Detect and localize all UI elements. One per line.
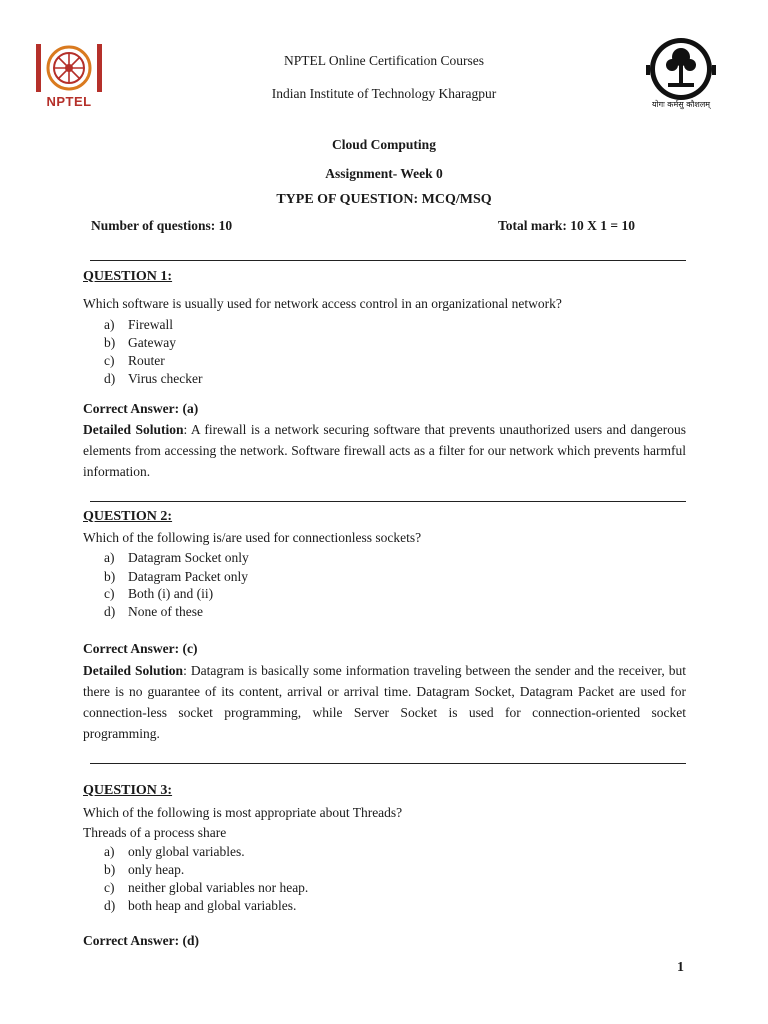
- number-of-questions-value: : 10: [210, 218, 233, 233]
- question-1-title: QUESTION 1:: [83, 269, 173, 284]
- header-line-2: Indian Institute of Technology Kharagpur: [271, 86, 497, 101]
- total-mark: Total mark: 10 X 1 = 10: [498, 218, 635, 233]
- question-3-title: QUESTION 3:: [83, 783, 173, 798]
- question-2-text: Which of the following is/are used for connectionless sockets?: [83, 530, 422, 545]
- question-2-option-d: d) None of these: [104, 604, 203, 619]
- question-3-subtext: Threads of a process share: [83, 825, 227, 840]
- question-1-option-d: d) Virus checker: [104, 371, 203, 386]
- question-2-option-a: a) Datagram Socket only: [104, 550, 249, 565]
- question-1-option-a: a) Firewall: [104, 317, 173, 332]
- divider-q2: [90, 763, 686, 764]
- nptel-logo-text: NPTEL: [46, 94, 92, 109]
- question-3-option-d: d) both heap and global variables.: [104, 898, 297, 913]
- question-1-option-b: b) Gateway: [104, 335, 176, 350]
- question-2-answer: Correct Answer: (c): [83, 641, 198, 656]
- question-2-option-b: b) Datagram Packet only: [104, 569, 248, 584]
- question-2-solution: Detailed Solution: Datagram is basically some information traveling between the sender and the receiver, but there is no guarantee of its content, arrival or arrival time. Datagram Socket, Datagram Packet are used for connection-less socket programming, while Server Socket is used for connection-oriented socket programming.: [83, 663, 687, 741]
- question-type: TYPE OF QUESTION: MCQ/MSQ: [276, 192, 492, 207]
- question-2-title: QUESTION 2:: [83, 509, 173, 524]
- question-3-text: Which of the following is most appropriate about Threads?: [83, 805, 403, 820]
- divider-header: [90, 260, 686, 261]
- page-number: 1: [677, 960, 684, 975]
- question-1-text: Which software is usually used for network access control in an organizational network?: [83, 296, 562, 311]
- course-title: Cloud Computing: [332, 137, 436, 152]
- header-line-1: NPTEL Online Certification Courses: [283, 53, 485, 68]
- number-of-questions-label: Number of questions: [91, 218, 211, 233]
- question-1-solution: Detailed Solution: A firewall is a network securing software that prevents unauthorized users and dangerous elements from accessing the network. Software firewall acts as a filter for our network which prevents harmful information.: [83, 422, 686, 479]
- question-2-option-c: c) Both (i) and (ii): [104, 586, 214, 601]
- question-1-answer: Correct Answer: (a): [83, 401, 199, 416]
- divider-q1: [90, 501, 686, 502]
- iit-kharagpur-logo: [644, 35, 718, 115]
- question-1-option-c: c) Router: [104, 353, 165, 368]
- assignment-title: Assignment- Week 0: [325, 166, 443, 181]
- question-3-option-b: b) only heap.: [104, 862, 185, 877]
- question-3-option-a: a) only global variables.: [104, 844, 245, 859]
- iit-logo-motto: योगः कर्मसु कौशलम्: [651, 100, 711, 109]
- number-of-questions: [91, 218, 232, 234]
- question-3-answer: Correct Answer: (d): [83, 933, 199, 948]
- question-3-option-c: c) neither global variables nor heap.: [104, 880, 309, 895]
